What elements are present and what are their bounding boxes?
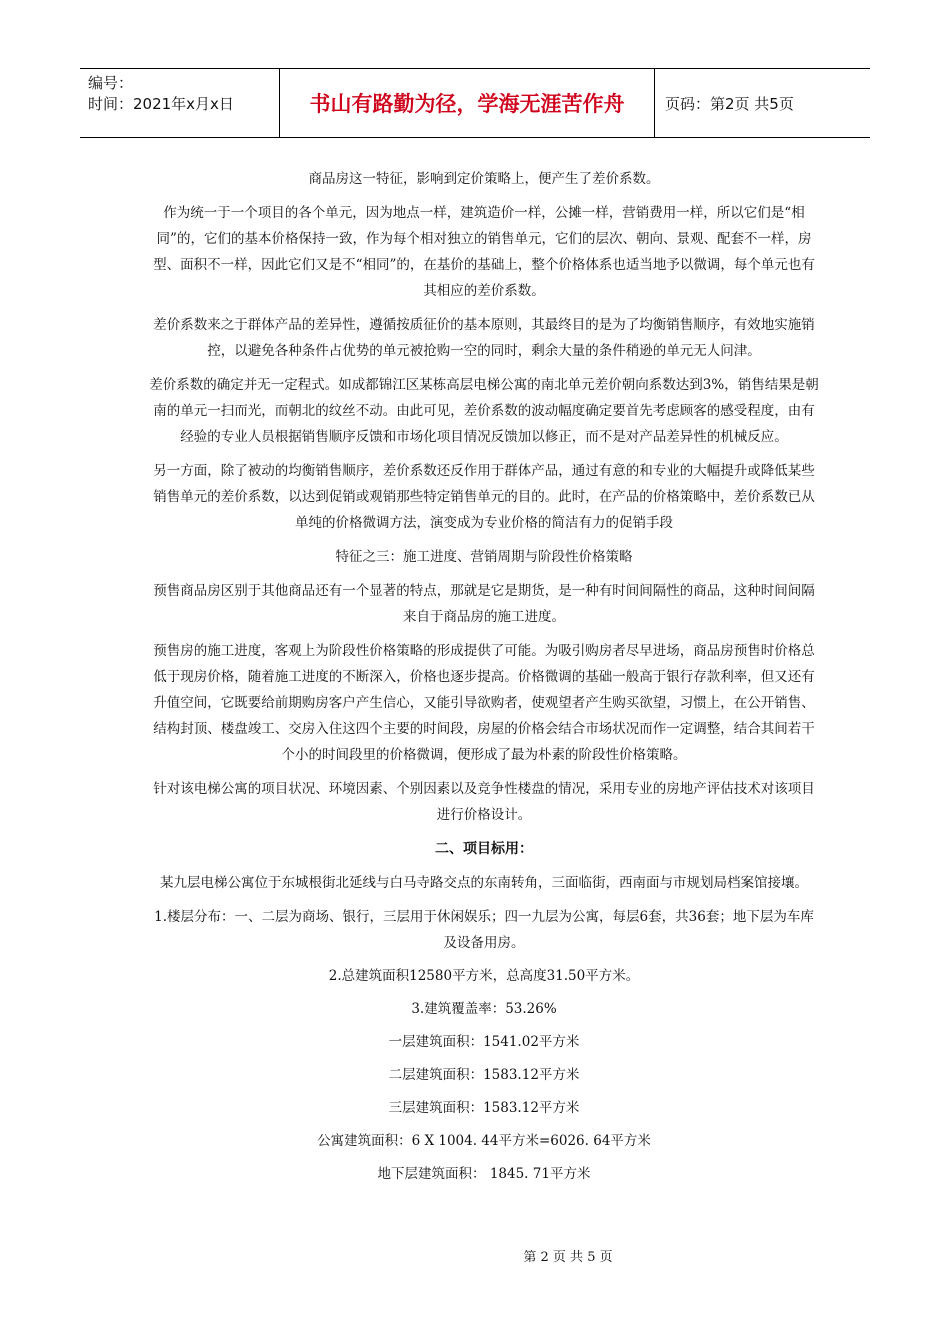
list-item: 公寓建筑面积：6 X 1004. 44平方米=6026. 64平方米 <box>317 1133 651 1149</box>
paragraph: 预售商品房区别于其他商品还有一个显著的特点，那就是它是期货，是一种有时间间隔性的商品，这种时间间隔来自于商品房的施工进度。 <box>153 583 815 625</box>
date-label: 时间：2021年x月x日 <box>88 95 234 113</box>
list-item: 一层建筑面积：1541.02平方米 <box>388 1034 580 1050</box>
paragraph: 差价系数来之于群体产品的差异性，遵循按质征价的基本原则，其最终目的是为了均衡销售顺序，有效地实施销控，以避免各种条件占优势的单元被抢购一空的同时，剩余大量的条件稍逊的单元无人问津。 <box>153 317 815 359</box>
paragraph: 另一方面，除了被动的均衡销售顺序，差价系数还反作用于群体产品，通过有意的和专业的大幅提升或降低某些销售单元的差价系数，以达到促销或观销那些特定销售单元的目的。此时，在产品的价格策略中，差价系数已从单纯的价格微调方法，演变成为专业价格的简洁有力的促销手段 <box>153 463 815 531</box>
list-item: 地下层建筑面积： 1845. 71平方米 <box>377 1166 591 1182</box>
list-item: 二层建筑面积：1583.12平方米 <box>388 1067 580 1083</box>
header-info <box>80 69 280 137</box>
motto: 书山有路勤为径，学海无涯苦作舟 <box>280 69 655 137</box>
list-item: 1.楼层分布：一、二层为商场、银行，三层用于休闲娱乐；四一九层为公寓，每层6套，共36套；地下层为车库及设备用房。 <box>154 909 814 951</box>
list-item: 2.总建筑面积12580平方米，总高度31.50平方米。 <box>328 968 640 984</box>
paragraph: 预售房的施工进度，客观上为阶段性价格策略的形成提供了可能。为吸引购房者尽早进场，商品房预售时价格总低于现房价格，随着施工进度的不断深入，价格也逐步提高。价格微调的基础一般高于银行存款利率，但又还有升值空间，它既要给前期购房客户产生信心，又能引导欲购者，使观望者产生购买欲望，习惯上，在公开销售、结构封顶、楼盘竣工、交房入住这四个主要的时间段，房屋的价格会结合市场状况而作一定调整，结合其间若干个小的时间段里的价格微调，便形成了最为朴素的阶段性价格策略。 <box>153 643 815 763</box>
number-label: 编号： <box>88 74 134 92</box>
list-item: 三层建筑面积：1583.12平方米 <box>388 1100 580 1116</box>
document-body <box>148 166 820 1194</box>
feature-heading: 特征之三：施工进度、营销周期与阶段性价格策略 <box>335 549 633 565</box>
page-header <box>80 68 870 138</box>
paragraph: 作为统一于一个项目的各个单元，因为地点一样，建筑造价一样，公摊一样，营销费用一样，所以它们是“相同”的，它们的基本价格保持一致，作为每个相对独立的销售单元，它们的层次、朝向、景观、配套不一样，房型、面积不一样，因此它们又是不“相同”的，在基价的基础上，整个价格体系也适当地予以微调，每个单元也有其相应的差价系数。 <box>153 205 815 299</box>
footer-page-number: 第 2 页 共 5 页 <box>523 1250 613 1265</box>
paragraph: 商品房这一特征，影响到定价策略上，便产生了差价系数。 <box>308 171 660 187</box>
page-footer <box>0 1246 950 1265</box>
project-paragraph: 某九层电梯公寓位于东城根街北延线与白马寺路交点的东南转角，三面临街，西南面与市规划局档案馆接壤。 <box>160 875 808 891</box>
paragraph: 针对该电梯公寓的项目状况、环境因素、个别因素以及竞争性楼盘的情况，采用专业的房地产评估技术对该项目进行价格设计。 <box>153 781 815 823</box>
section-title: 二、项目标用： <box>435 841 533 857</box>
page-indicator: 页码：第2页 共5页 <box>665 94 794 113</box>
paragraph: 差价系数的确定并无一定程式。如成都锦江区某栋高层电梯公寓的南北单元差价朝向系数达到3%，销售结果是朝南的单元一扫而光，而朝北的纹丝不动。由此可见，差价系数的波动幅度确定要首先考虑顾客的感受程度，由有经验的专业人员根据销售顺序反馈和市场化项目情况反馈加以修正，而不是对产品差异性的机械反应。 <box>149 377 819 445</box>
list-item: 3.建筑覆盖率：53.26% <box>411 1001 557 1017</box>
